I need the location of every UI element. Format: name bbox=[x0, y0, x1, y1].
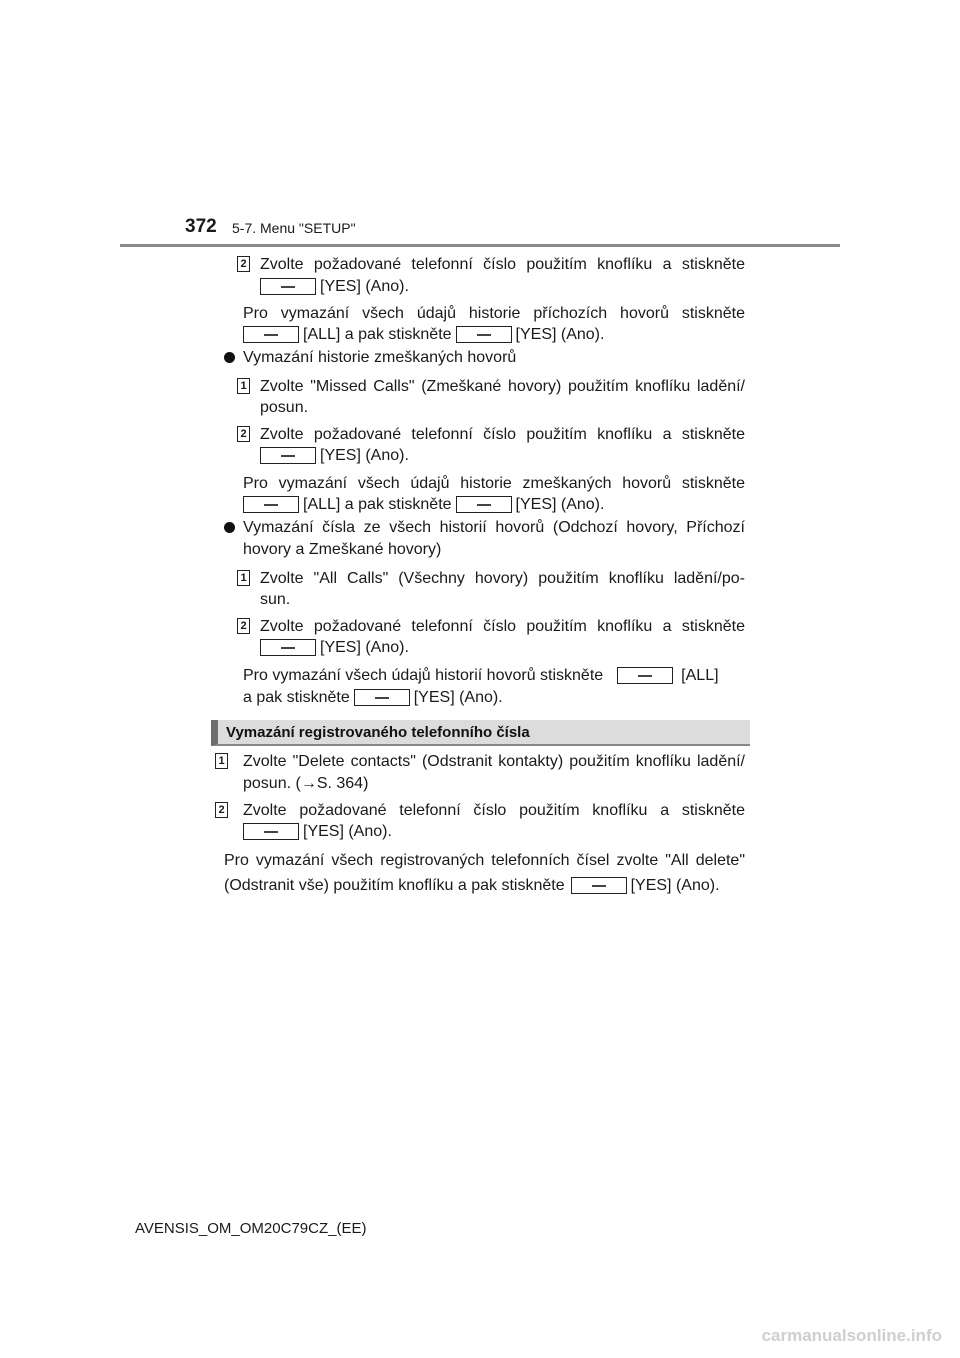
step-number: 2 bbox=[237, 426, 250, 442]
bullet-heading: Vymazání historie zmeškaných hovorů bbox=[243, 349, 517, 366]
bullet-heading: Vymazání čísla ze všech historií hovorů (Odchozí hovory, Příchozí bbox=[243, 519, 745, 536]
page-header bbox=[0, 0, 960, 250]
step-text: [YES] (Ano). bbox=[260, 446, 409, 466]
step-text: Zvolte požadované telefonní číslo použitím knoflíku a stiskněte bbox=[260, 256, 745, 273]
bullet-heading: hovory a Zmeškané hovory) bbox=[243, 541, 442, 558]
note-text: Pro vymazání všech údajů historií hovorů stiskněte [ALL] bbox=[243, 667, 719, 684]
step-text: posun. bbox=[260, 399, 309, 416]
step-text: Zvolte "All Calls" (Všechny hovory) použitím knoflíku ladění/po- bbox=[260, 570, 745, 587]
note-text: Pro vymazání všech údajů historie příchozích hovorů stiskněte bbox=[243, 305, 745, 322]
knob-button-icon bbox=[571, 877, 627, 894]
step-number: 1 bbox=[237, 570, 250, 586]
subsection-heading bbox=[211, 720, 750, 746]
step-text: Zvolte "Missed Calls" (Zmeškané hovory) použitím knoflíku ladění/ bbox=[260, 378, 745, 395]
header-divider bbox=[120, 244, 840, 247]
document-code: AVENSIS_OM_OM20C79CZ_(EE) bbox=[135, 1220, 367, 1237]
note-text: [ALL] a pak stiskněte [YES] (Ano). bbox=[243, 325, 604, 345]
bullet-icon bbox=[224, 352, 235, 363]
note-text: [ALL] a pak stiskněte [YES] (Ano). bbox=[243, 495, 604, 515]
step-number: 2 bbox=[237, 618, 250, 634]
knob-button-icon bbox=[456, 496, 512, 513]
knob-button-icon bbox=[260, 639, 316, 656]
watermark: carmanualsonline.info bbox=[761, 1326, 942, 1345]
step-text: Zvolte požadované telefonní číslo použitím knoflíku a stiskněte bbox=[243, 802, 745, 819]
step-text: [YES] (Ano). bbox=[260, 638, 409, 658]
knob-button-icon bbox=[243, 496, 299, 513]
bullet-icon bbox=[224, 522, 235, 533]
section-title: 5-7. Menu "SETUP" bbox=[232, 220, 356, 236]
knob-button-icon bbox=[243, 823, 299, 840]
note-text: Pro vymazání všech údajů historie zmeškaných hovorů stiskněte bbox=[243, 475, 745, 492]
step-text: sun. bbox=[260, 591, 291, 608]
step-number: 1 bbox=[215, 753, 228, 769]
subsection-title: Vymazání registrovaného telefonního čísla bbox=[226, 724, 530, 741]
step-text: posun. (→S. 364) bbox=[243, 775, 369, 792]
step-number: 1 bbox=[237, 378, 250, 394]
knob-button-icon bbox=[617, 667, 673, 684]
step-text: [YES] (Ano). bbox=[243, 822, 392, 842]
step-text: Zvolte požadované telefonní číslo použitím knoflíku a stiskněte bbox=[260, 426, 745, 443]
knob-button-icon bbox=[260, 447, 316, 464]
step-text: Zvolte požadované telefonní číslo použitím knoflíku a stiskněte bbox=[260, 618, 745, 635]
page-number: 372 bbox=[185, 216, 217, 237]
step-number: 2 bbox=[215, 802, 228, 818]
note-text: a pak stiskněte [YES] (Ano). bbox=[243, 689, 503, 706]
step-text: Zvolte "Delete contacts" (Odstranit kontakty) použitím knoflíku ladění/ bbox=[243, 753, 745, 770]
note-text: (Odstranit vše) použitím knoflíku a pak stiskněte [YES] (Ano). bbox=[224, 877, 720, 894]
knob-button-icon bbox=[243, 326, 299, 343]
knob-button-icon bbox=[456, 326, 512, 343]
note-text: Pro vymazání všech registrovaných telefonních čísel zvolte "All delete" bbox=[224, 852, 745, 869]
knob-button-icon bbox=[354, 689, 410, 706]
step-text: [YES] (Ano). bbox=[260, 277, 409, 297]
step-number: 2 bbox=[237, 256, 250, 272]
knob-button-icon bbox=[260, 278, 316, 295]
